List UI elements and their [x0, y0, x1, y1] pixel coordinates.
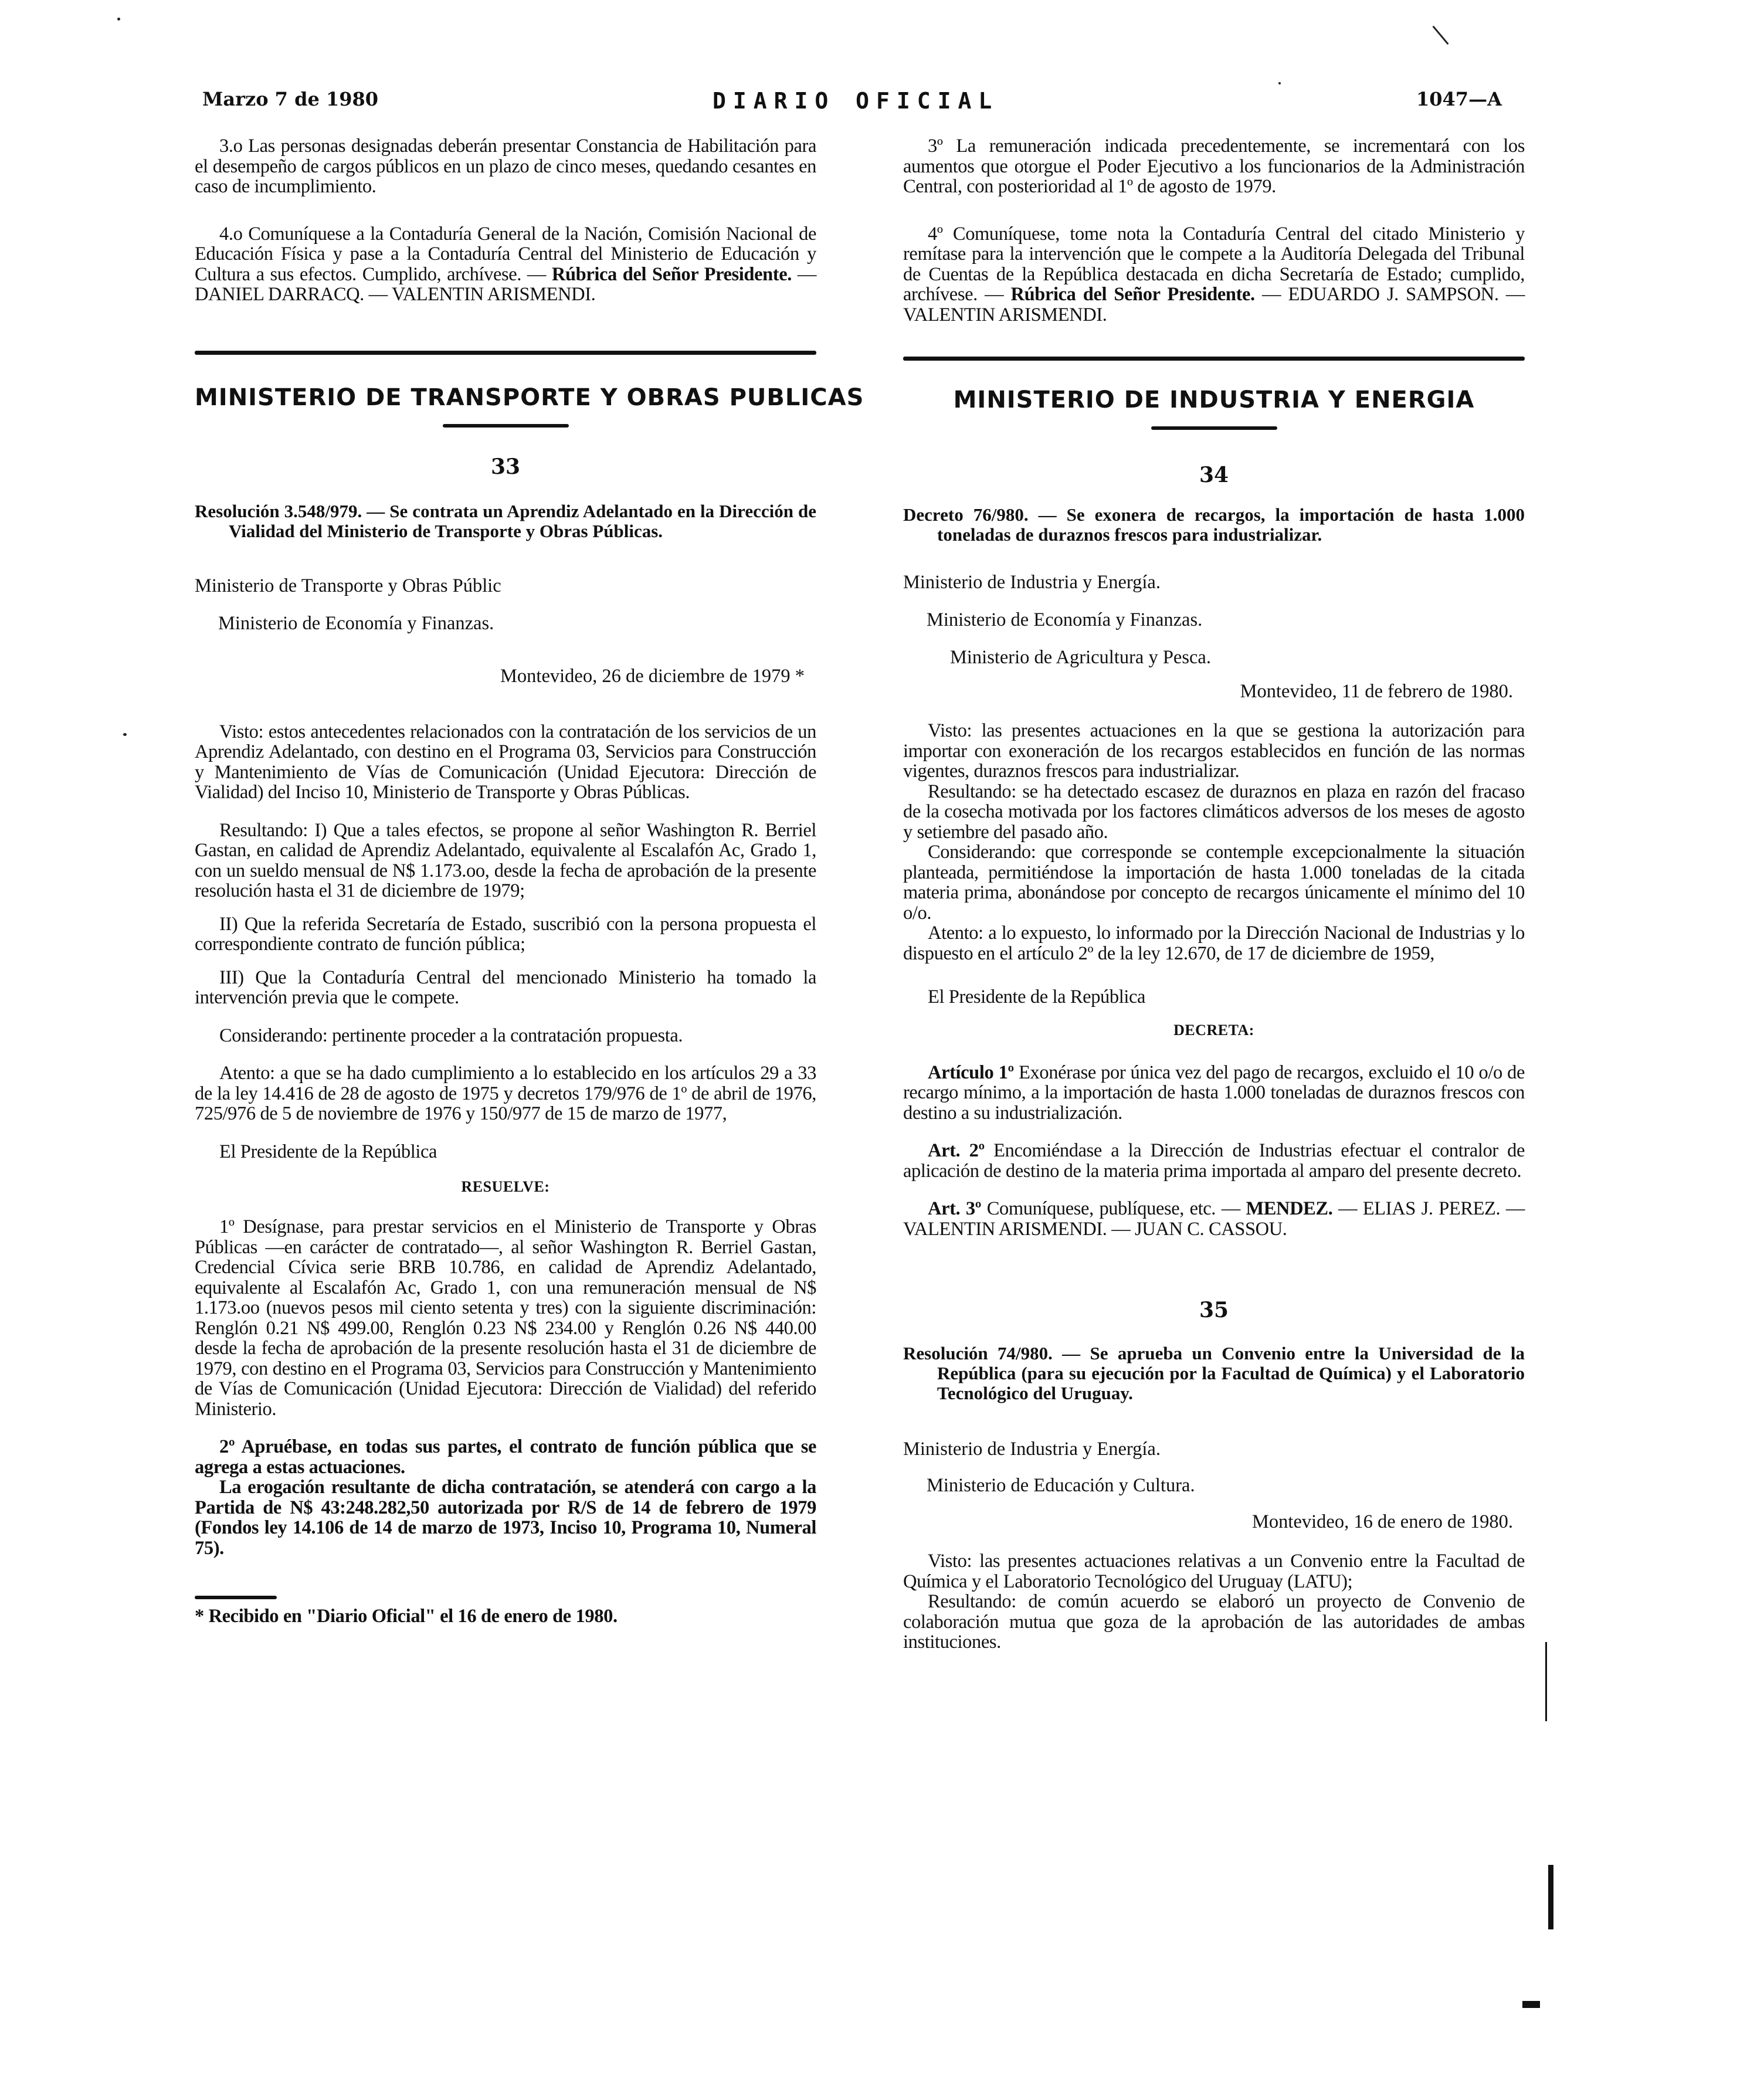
presidente: El Presidente de la República: [928, 986, 1146, 1008]
article-text: Encomiéndase a la Dirección de Industrias efectuar el contralor de aplicación de destino de la materia prima importada al amparo del presente decreto.: [903, 1140, 1525, 1182]
prev-article-3: 3º La remuneración indicada precedentemente, se incrementará con los aumentos que otorgue el Poder Ejecutivo a los funcionarios de la Administración Central, con posterioridad al 1º de agosto de 1979.: [903, 135, 1525, 197]
page-number: 1047—A: [1416, 88, 1502, 110]
section-rule: [903, 357, 1525, 361]
resuelve-heading: RESUELVE:: [461, 1178, 550, 1195]
presidente: El Presidente de la República: [219, 1141, 437, 1162]
signatory-bold: MENDEZ.: [1246, 1198, 1333, 1219]
ministry-line: Ministerio de Agricultura y Pesca.: [950, 647, 1211, 668]
right-column: [903, 136, 1525, 1653]
place-date: Montevideo, 16 de enero de 1980.: [1252, 1511, 1513, 1532]
prev-article-3: 3.o Las personas designadas deberán presentar Constancia de Habilitación para el desempeño de cargos públicos en un plazo de cinco meses, quedando cesantes en caso de incumplimiento.: [195, 135, 816, 197]
ministry-line: Ministerio de Industria y Energía.: [903, 572, 1161, 593]
document-number: 35: [1199, 1298, 1229, 1322]
resultando: Resultando: se ha detectado escasez de duraznos en plaza en razón del fracaso de la cosecha motivada por los factores climáticos adversos de los meses de agosto y setiembre del pasado año.: [903, 781, 1525, 843]
ministry-heading: MINISTERIO DE TRANSPORTE Y OBRAS PUBLICAS: [195, 384, 864, 411]
prev-article-4-text: 4.o Comuníquese a la Contaduría General de la Nación, Comisión Nacional de Educación Física y pase a la Contaduría Central del Ministerio de Educación y Cultura a sus efectos. Cumplido, archívese. —: [195, 223, 816, 285]
resultando: Resultando: de común acuerdo se elaboró un proyecto de Convenio de colaboración mutua que goza de la aprobación de las autoridades de ambas instituciones.: [903, 1591, 1525, 1653]
considerando: Considerando: que corresponde se contemple excepcionalmente la situación planteada, permitiéndose la importación de hasta 1.000 toneladas de la citada materia prima, abonándose por concepto de recargos únicamente el mínimo del 10 o/o.: [903, 842, 1525, 924]
article-text: Comuníquese, publíquese, etc. —: [981, 1198, 1246, 1219]
article-text: Exonérase por única vez del pago de recargos, excluido el 10 o/o de recargo mínimo, a la importación de hasta 1.000 toneladas de duraznos frescos con destino a su industrialización.: [903, 1061, 1525, 1124]
visto: Visto: las presentes actuaciones relativas a un Convenio entre la Facultad de Química y el Laboratorio Tecnológico del Uruguay (LATU);: [903, 1551, 1525, 1592]
resultando-3: III) Que la Contaduría Central del mencionado Ministerio ha tomado la intervención previa que le compete.: [195, 966, 816, 1008]
place-date: Montevideo, 26 de diciembre de 1979 *: [500, 665, 805, 687]
article-2: [903, 1141, 1525, 1181]
prev-article-4-text: 4º Comuníquese, tome nota la Contaduría Central del citado Ministerio y remítase para la intervención que le compete a la Auditoría Delegada del Tribunal de Cuentas de la República destacada en dicha Secretaría de Estado; cumplido, archívese. —: [903, 223, 1525, 305]
signatories: — DANIEL DARRACQ. — VALENTIN ARISMENDI.: [195, 263, 816, 305]
scan-speck: [1432, 26, 1448, 45]
ministry-line: Ministerio de Economía y Finanzas.: [927, 609, 1203, 630]
article-label: Art. 3º: [928, 1198, 982, 1219]
article-label: Art. 2º: [928, 1140, 985, 1161]
scan-speck: [117, 18, 120, 21]
prev-article-4: [903, 224, 1525, 325]
footnote: * Recibido en "Diario Oficial" el 16 de enero de 1980.: [195, 1606, 618, 1627]
document-summary: Decreto 76/980. — Se exonera de recargos, la importación de hasta 1.000 toneladas de duraznos frescos para industrializar.: [903, 504, 1525, 545]
document-number: 34: [1199, 463, 1229, 487]
publication-title: DIARIO OFICIAL: [713, 88, 999, 114]
resultando-1: Resultando: I) Que a tales efectos, se propone al señor Washington R. Berriel Gastan, en calidad de Aprendiz Adelantado, equivalente al Escalafón Ac, Grado 1, con un sueldo mensual de N$ 1.173.oo, desde la fecha de aprobación de la presente resolución hasta el 31 de diciembre de 1979;: [195, 819, 816, 901]
prev-article-4: [195, 224, 816, 305]
visto: Visto: las presentes actuaciones en la que se gestiona la autorización para importar con exoneración de los recargos establecidos en función de las normas vigentes, duraznos frescos para industrializar.: [903, 720, 1525, 782]
article-1: 1º Desígnase, para prestar servicios en el Ministerio de Transporte y Obras Públicas —en carácter de contratado—, al señor Washington R. Berriel Gastan, Credencial Cívica serie BRB 10.786, en calidad de Aprendiz Adelantado, equivalente al Escalafón Ac, Grado 1, con una remuneración mensual de N$ 1.173.oo (nuevos pesos mil ciento setenta y tres) con la siguiente discriminación: Renglón 0.21 N$ 499.00, Renglón 0.23 N$ 234.00 y Renglón 0.26 N$ 440.00 desde la fecha de aprobación de la presente resolución hasta el 31 de diciembre de 1979, con destino en el Programa 03, Servicios para Construcción y Mantenimiento de Vías de Comunicación (Unidad Ejecutora: Dirección de Vialidad) del referido Ministerio.: [195, 1216, 816, 1420]
scan-speck: [123, 733, 127, 736]
rubrica: Rúbrica del Señor Presidente.: [551, 263, 792, 285]
document-number: 33: [490, 454, 521, 479]
signatories: — EDUARDO J. SAMPSON. — VALENTIN ARISMENDI.: [903, 284, 1525, 325]
document-summary: Resolución 3.548/979. — Se contrata un Aprendiz Adelantado en la Dirección de Vialidad del Ministerio de Transporte y Obras Públicas.: [195, 500, 816, 541]
ministry-line: Ministerio de Educación y Cultura.: [927, 1475, 1195, 1496]
left-column: [195, 135, 864, 1627]
erogacion: La erogación resultante de dicha contratación, se atenderá con cargo a la Partida de N$ 43:248.282,50 autorizada por R/S de 14 de febrero de 1979 (Fondos ley 14.106 de 14 de marzo de 1973, Inciso 10, Programa 10, Numeral 75).: [195, 1477, 816, 1559]
ministry-heading: MINISTERIO DE INDUSTRIA Y ENERGIA: [953, 386, 1475, 413]
decreta-heading: DECRETA:: [1173, 1021, 1254, 1039]
ministry-line: Ministerio de Economía y Finanzas.: [218, 612, 494, 634]
place-date: Montevideo, 11 de febrero de 1980.: [1240, 681, 1513, 702]
article-1: [903, 1063, 1525, 1124]
article-2: 2º Apruébase, en todas sus partes, el contrato de función pública que se agrega a estas actuaciones.: [195, 1436, 816, 1478]
atento: Atento: a que se ha dado cumplimiento a lo establecido en los artículos 29 a 33 de la ley 14.416 de 28 de agosto de 1975 y decretos 179/976 de 1º de abril de 1976, 725/976 de 5 de noviembre de 1976 y 150/977 de 15 de marzo de 1977,: [195, 1063, 816, 1124]
article-label: Artículo 1º: [928, 1061, 1014, 1083]
resultando-2: II) Que la referida Secretaría de Estado, suscribió con la persona propuesta el correspondiente contrato de función pública;: [195, 913, 816, 955]
ministry-line: Ministerio de Transporte y Obras Públic: [195, 575, 501, 596]
document-summary: Resolución 74/980. — Se aprueba un Convenio entre la Universidad de la República (para su ejecución por la Facultad de Química) y el Laboratorio Tecnológico del Uruguay.: [903, 1343, 1525, 1403]
visto: Visto: estos antecedentes relacionados con la contratación de los servicios de un Aprendiz Adelantado, con destino en el Programa 03, Servicios para Construcción y Mantenimiento de Vías de Comunicación (Unidad Ejecutora: Dirección de Vialidad) del Inciso 10, Ministerio de Transporte y Obras Públicas.: [195, 721, 816, 803]
signatories: — ELIAS J. PEREZ. — VALENTIN ARISMENDI. — JUAN C. CASSOU.: [903, 1198, 1525, 1240]
section-rule: [195, 351, 816, 355]
scan-mark: [1545, 1642, 1547, 1721]
scan-mark: [1548, 1865, 1553, 1929]
considerando: Considerando: pertinente proceder a la contratación propuesta.: [219, 1025, 683, 1046]
ministry-line: Ministerio de Industria y Energía.: [903, 1439, 1161, 1460]
atento: Atento: a lo expuesto, lo informado por la Dirección Nacional de Industrias y lo dispuesto en el artículo 2º de la ley 12.670, de 17 de diciembre de 1959,: [903, 922, 1525, 964]
issue-date: Marzo 7 de 1980: [202, 88, 379, 110]
article-3: [903, 1199, 1525, 1239]
scan-mark: [1522, 2001, 1540, 2008]
scan-speck: [1278, 82, 1281, 84]
rubrica: Rúbrica del Señor Presidente.: [1010, 284, 1255, 305]
